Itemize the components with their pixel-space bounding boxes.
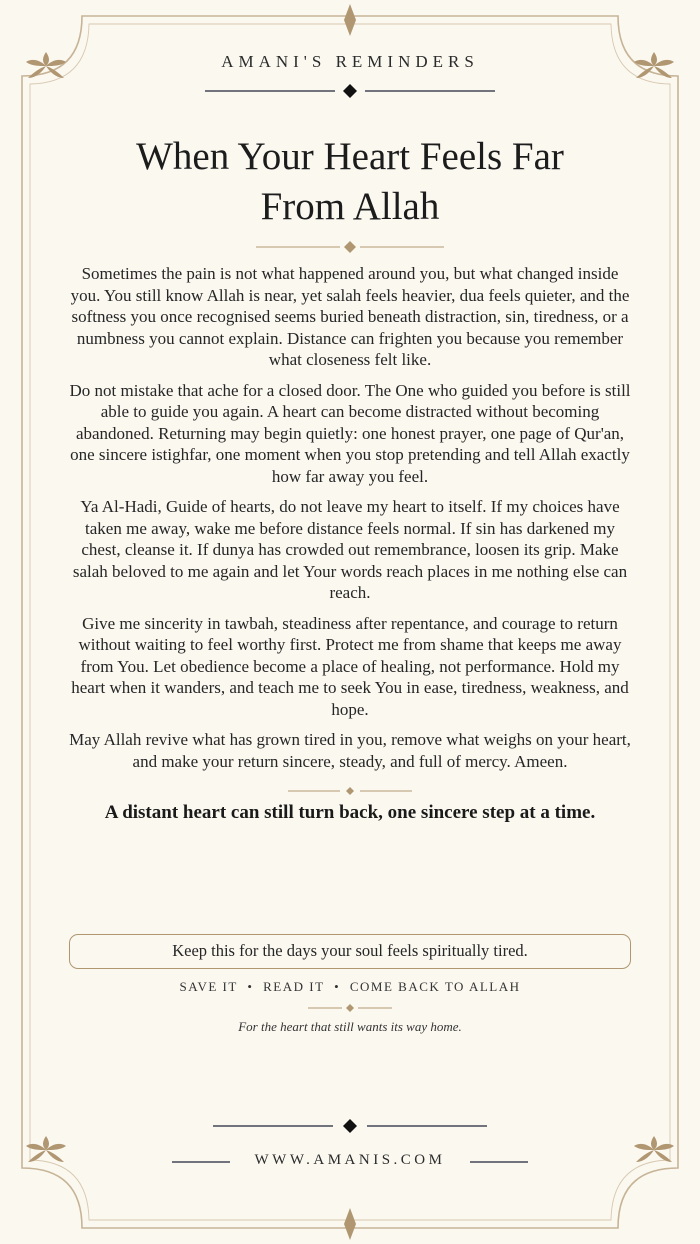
paragraph: Give me sincerity in tawbah, steadiness after repentance, and courage to return without waiting to feel worthy first. Protect me from shame that keeps me away from You. Let obedience become a place of healing, not performance. Hold my heart when it wanders, and teach me to seek You in ease, tiredness, weakness, and hope.: [71, 613, 629, 719]
reflection-body: [66, 263, 634, 781]
closing-line: A distant heart can still turn back, one sincere step at a time.: [104, 802, 596, 823]
cta-read: READ IT: [263, 979, 325, 994]
paragraph: Sometimes the pain is not what happened around you, but what changed inside you. You still know Allah is near, yet salah feels heavier, dua feels quieter, and the softness you once recognised seems buried beneath distraction, sin, tiredness, or a numbness you cannot explain. Distance can frighten you because you remember what closeness felt like.: [70, 264, 630, 369]
paragraph: Ya Al-Hadi, Guide of hearts, do not leave my heart to itself. If my choices have taken me away, wake me before distance feels normal. If sin has darkened my chest, cleanse it. If dunya has crowded out remembrance, loosen its grip. Make salah beloved to me again and let Your words reach places in me nothing else can reach.: [72, 497, 628, 602]
cta-save: SAVE IT: [179, 979, 238, 994]
cta-come-back: COME BACK TO ALLAH: [349, 979, 521, 994]
call-to-action: [0, 979, 700, 995]
cta-separator: •: [334, 979, 341, 994]
paragraph: May Allah revive what has grown tired in you, remove what weighs on your heart, and make your return sincere, steady, and full of mercy. Ameen.: [69, 730, 631, 771]
website-link[interactable]: WWW.AMANIS.COM: [254, 1152, 446, 1168]
title-line-1: When Your Heart Feels Far: [136, 135, 564, 178]
page-title: [60, 132, 640, 232]
brand-name: AMANI'S REMINDERS: [221, 52, 479, 71]
tagline: For the heart that still wants its way home.: [238, 1019, 462, 1034]
title-line-2: From Allah: [260, 185, 440, 228]
keep-note-box: Keep this for the days your soul feels spiritually tired.: [69, 934, 631, 969]
cta-separator: •: [247, 979, 254, 994]
paragraph: Do not mistake that ache for a closed door. The One who guided you before is still able to guide you again. A heart can become distracted without becoming abandoned. Returning may begin quietly: one honest prayer, one page of Qur'an, one sincere istighfar, one moment when you stop pretending and tell Allah exactly how far away you feel.: [69, 380, 631, 486]
